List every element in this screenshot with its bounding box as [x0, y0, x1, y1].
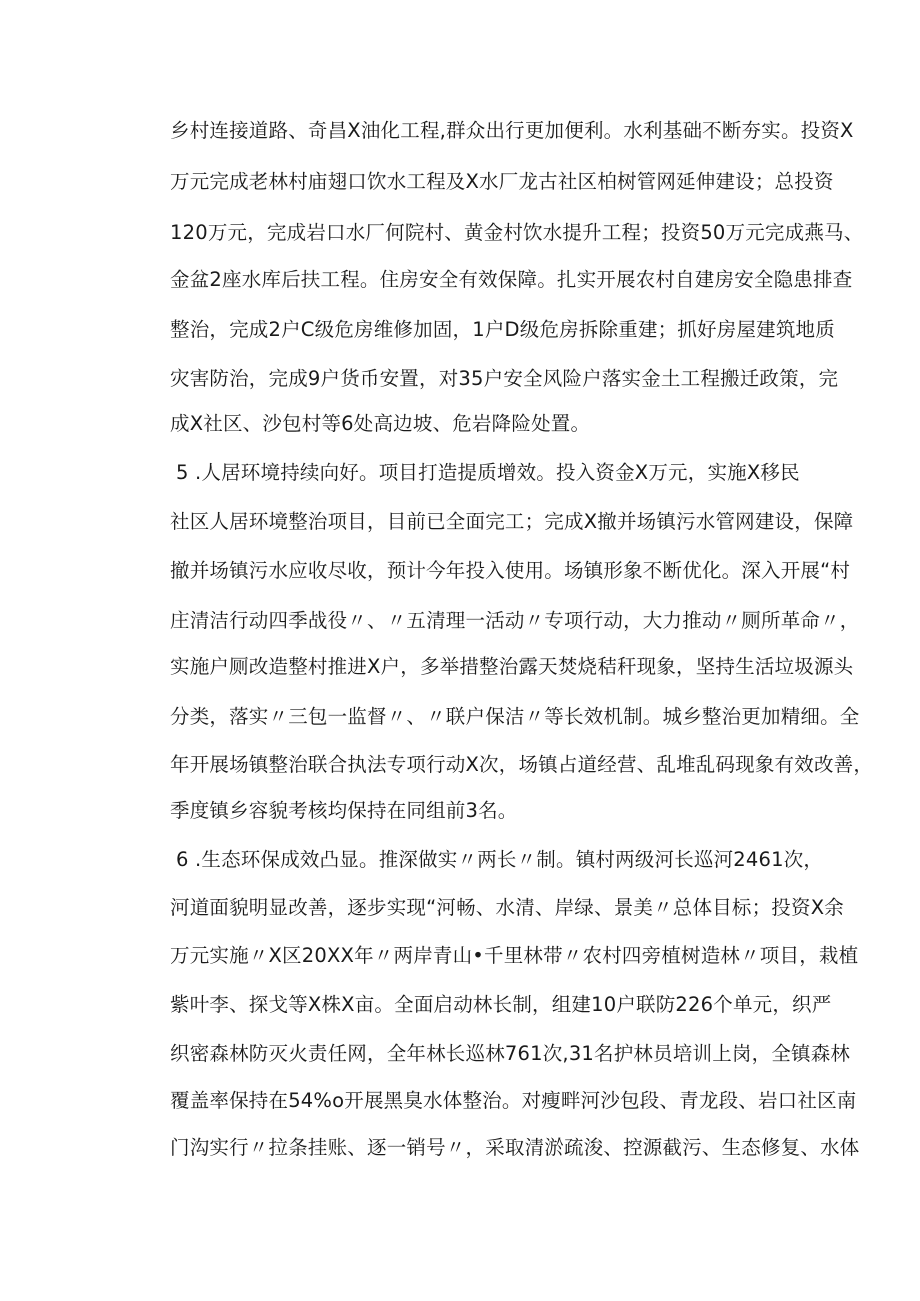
text-line: 乡村连接道路、奇昌X油化工程,群众出行更加便利。水利基础不断夯实。投资X: [170, 119, 854, 142]
text-line: 织密森林防灭火责任网，全年林长巡林761次,31名护林员培训上岗，全镇森林: [170, 1042, 851, 1065]
text-line: 灾害防治，完成9户货币安置，对35户安全风险户落实金土工程搬迁政策，完: [170, 367, 839, 390]
text-line: 紫叶李、探戈等X株X亩。全面启动林长制，组建10户联防226个单元，织严: [170, 993, 832, 1016]
text-line: 庄清洁行动四季战役〃、〃五清理一活动〃专项行动，大力推动〃厕所革命〃，: [170, 609, 860, 632]
text-line: 覆盖率保持在54%o开展黑臭水体整治。对瘦畔河沙包段、青龙段、岩口社区南: [170, 1089, 857, 1112]
text-line: 社区人居环境整治项目，目前已全面完工；完成X撤并场镇污水管网建设，保障: [170, 510, 854, 533]
text-line: 分类，落实〃三包一监督〃、〃联户保洁〃等长效机制。城乡整治更加精细。全: [170, 705, 860, 728]
text-line: 年开展场镇整治联合执法专项行动X次，场镇占道经营、乱堆乱码现象有效改善，: [170, 753, 874, 776]
text-line: 季度镇乡容貌考核均保持在同组前3名。: [170, 799, 518, 822]
text-line: 整治，完成2户C级危房维修加固，1户D级危房拆除重建；抓好房屋建筑地质: [170, 318, 835, 341]
text-line: 万元完成老林村庙翅口饮水工程及X水厂龙古社区柏树管网延伸建设；总投资: [170, 170, 834, 193]
text-line: 成X社区、沙包村等6处高边坡、危岩降险处置。: [170, 412, 591, 435]
paragraph-heading-line: 5 .人居环境持续向好。项目打造提质增效。投入资金X万元，实施X移民: [176, 461, 800, 484]
text-line: 实施户厕改造整村推进X户，多举措整治露天焚烧秸秆现象，坚持生活垃圾源头: [170, 655, 854, 678]
text-line: 金盆2座水库后扶工程。住房安全有效保障。扎实开展农村自建房安全隐患排查: [170, 268, 853, 291]
text-line: 撤并场镇污水应收尽收，预计今年投入使用。场镇形象不断优化。深入开展“村: [170, 559, 851, 582]
paragraph-heading-line: 6 .生态环保成效凸显。推深做实〃两长〃制。镇村两级河长巡河2461次，: [176, 848, 824, 871]
text-line: 门沟实行〃拉条挂账、逐一销号〃，采取清淤疏浚、控源截污、生态修复、水体: [170, 1136, 860, 1159]
text-line: 万元实施〃X区20XX年〃两岸青山•千里林带〃农村四旁植树造林〃项目，栽植: [170, 944, 859, 967]
text-line: 120万元，完成岩口水厂何院村、黄金村饮水提升工程；投资50万元完成燕马、: [170, 221, 864, 244]
text-line: 河道面貌明显改善，逐步实现“河畅、水清、岸绿、景美〃总体目标；投资X余: [170, 896, 844, 919]
